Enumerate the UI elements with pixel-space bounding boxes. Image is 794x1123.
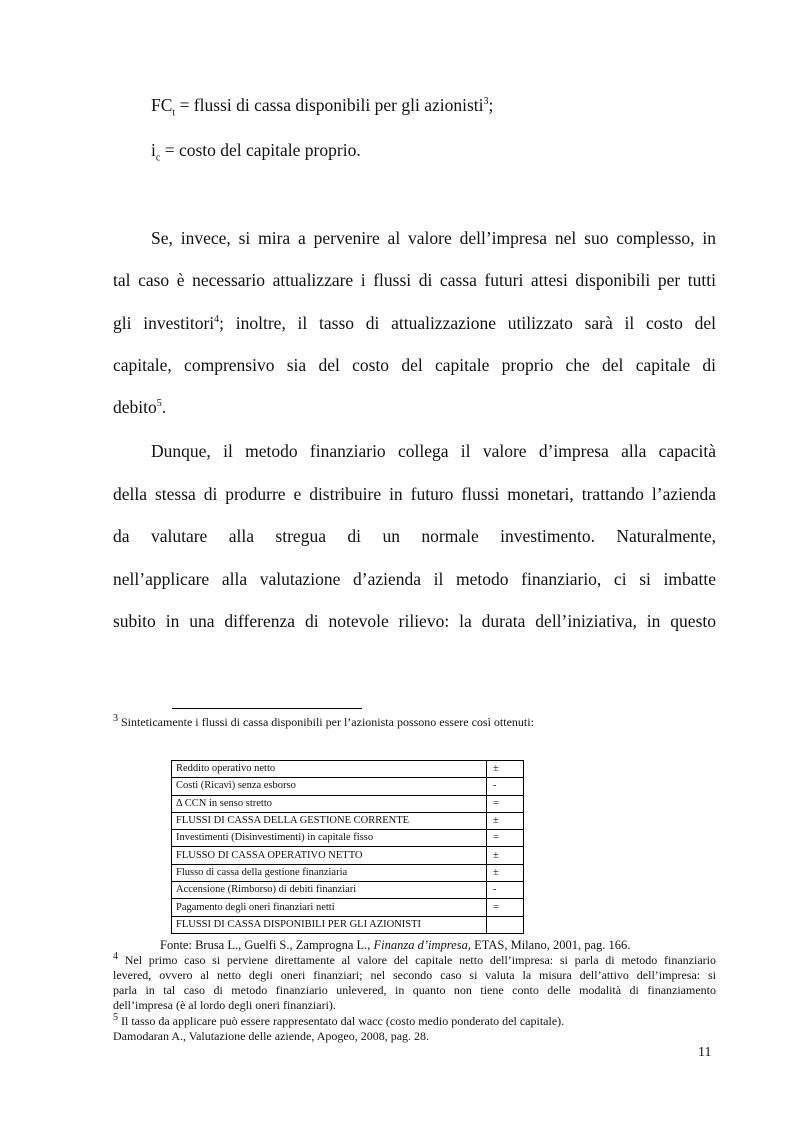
footnote-4: $^4$ Nel primo caso si perviene direttamente al valore del capitale netto dell’impresa: si parla di metodo finanziario levered, ovvero al netto degli oneri finanziari; nel secondo caso si valuta la misura dell’attivo dell’impresa: si parla in tal caso di metodo finanziario unlevered, in quanto non tiene conto delle modalità di finanziamento dell’impresa (è al lordo degli oneri finanziari). [113, 951, 716, 1012]
table-row [172, 899, 524, 916]
para2-line4: nell’applicare alla valutazione d’azienda il metodo finanziario, ci si imbatte [113, 569, 716, 589]
table-row [172, 864, 524, 881]
para2-line5: subito in una differenza di notevole rilievo: la durata dell’iniziativa, in questo [113, 611, 716, 631]
para1-line5: debito$^5$. [113, 397, 167, 417]
table-row-label: Investimenti (Disinvestimenti) in capitale fisso [172, 830, 487, 847]
table-row [172, 761, 524, 778]
para1-line4: capitale, comprensivo sia del costo del capitale proprio che del capitale di [113, 355, 716, 375]
definition-ic: $i_c$ = costo del capitale proprio. [151, 140, 361, 164]
para2-line2: della stessa di produrre e distribuire in futuro flussi monetari, trattando l’azienda [113, 484, 716, 504]
table-row [172, 916, 524, 933]
footnote-separator [172, 708, 362, 709]
table-row-operator: - [487, 882, 524, 899]
footnote-5: $^5$ Il tasso da applicare può essere rappresentato dal wacc (costo medio ponderato del capitale). Damodaran A., Valutazione delle aziende, Apogeo, 2008, pag. 28. [113, 1012, 565, 1043]
table-row-operator: - [487, 778, 524, 795]
table-row-label: Reddito operativo netto [172, 761, 487, 778]
footnote-3: $^3$ Sinteticamente i flussi di cassa disponibili per l’azionista possono essere così ottenuti: [113, 713, 534, 729]
para1-line1: Se, invece, si mira a pervenire al valore dell’impresa nel suo complesso, in [151, 228, 716, 248]
table-row [172, 830, 524, 847]
table-row-label: FLUSSO DI CASSA OPERATIVO NETTO [172, 847, 487, 864]
table-row-label: FLUSSI DI CASSA DELLA GESTIONE CORRENTE [172, 812, 487, 829]
para2-line1: Dunque, il metodo finanziario collega il valore d’impresa alla capacità [151, 441, 716, 461]
table-row [172, 882, 524, 899]
table-row-label: Accensione (Rimborso) di debiti finanziari [172, 882, 487, 899]
page-number: 11 [698, 1045, 712, 1060]
table-row [172, 778, 524, 795]
table-row-label: Pagamento degli oneri finanziari netti [172, 899, 487, 916]
cash-flow-table [171, 760, 524, 934]
table-row-operator: ± [487, 761, 524, 778]
table-row-operator: ± [487, 847, 524, 864]
table-row-label: Costi (Ricavi) senza esborso [172, 778, 487, 795]
definition-fc: $FC_t$ = flussi di cassa disponibili per gli azionisti$^3$; [151, 95, 494, 119]
table-row [172, 847, 524, 864]
table-row-label: FLUSSI DI CASSA DISPONIBILI PER GLI AZIONISTI [172, 916, 487, 933]
table-row-label: Flusso di cassa della gestione finanziaria [172, 864, 487, 881]
para2-line3: da valutare alla stregua di un normale investimento. Naturalmente, [113, 526, 716, 546]
table-row [172, 795, 524, 812]
table-row-operator: = [487, 830, 524, 847]
table-row-operator: = [487, 899, 524, 916]
table-source: Fonte: Brusa L., Guelfi S., Zamprogna L., Finanza d’impresa, ETAS, Milano, 2001, pag. 166. [160, 938, 631, 952]
table-row-operator: ± [487, 812, 524, 829]
table-row-operator [487, 916, 524, 933]
para1-line3: gli investitori$^4$; inoltre, il tasso di attualizzazione utilizzato sarà il costo del [113, 313, 716, 333]
table-row-operator: ± [487, 864, 524, 881]
table-row-operator: = [487, 795, 524, 812]
para1-line2: tal caso è necessario attualizzare i flussi di cassa futuri attesi disponibili per tutti [113, 270, 716, 290]
table-row [172, 812, 524, 829]
table-row-label: Δ CCN in senso stretto [172, 795, 487, 812]
